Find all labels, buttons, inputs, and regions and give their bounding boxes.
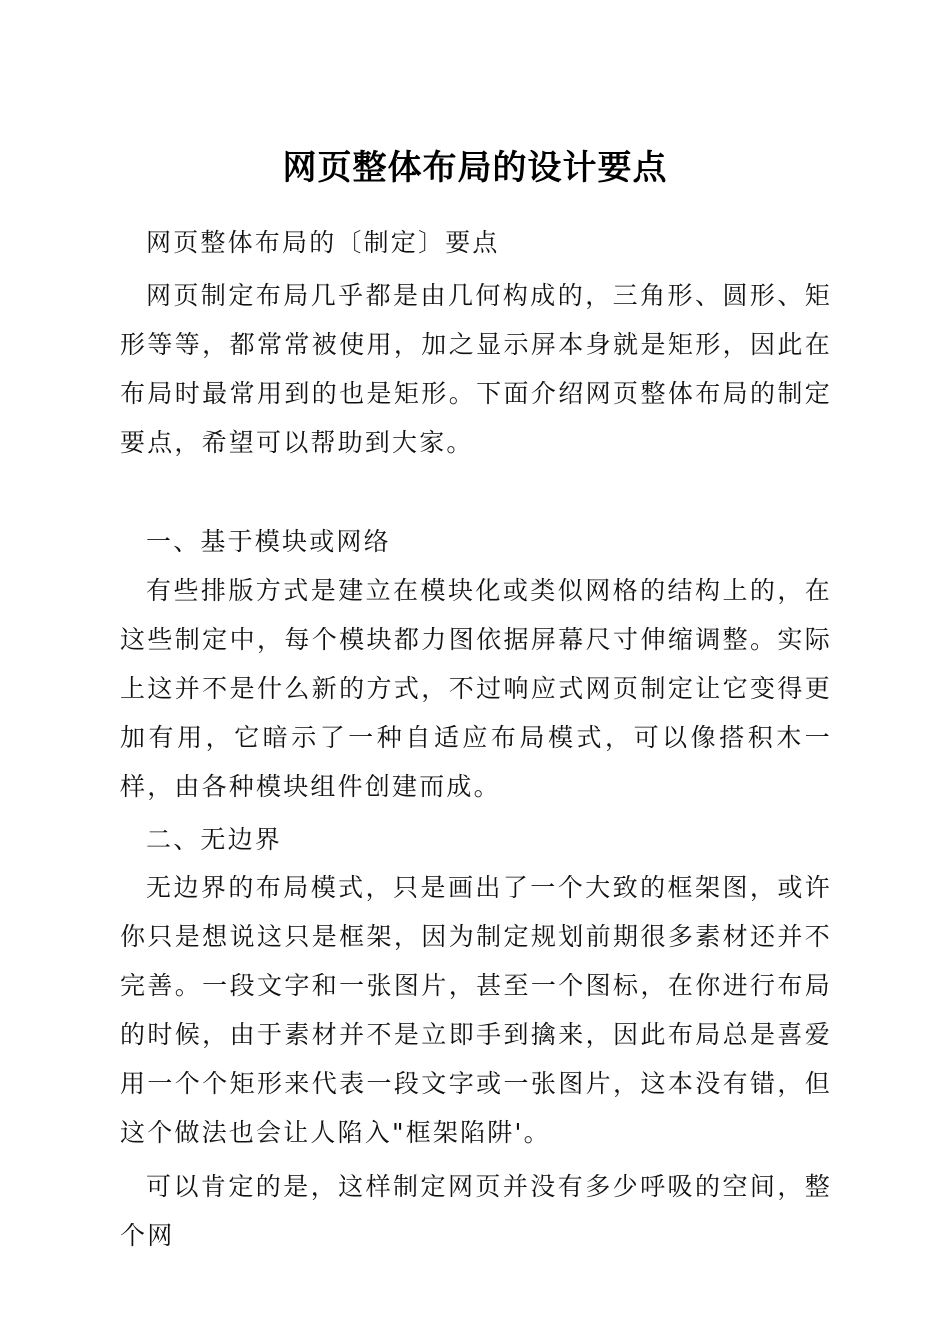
closing-paragraph: 可以肯定的是，这样制定网页并没有多少呼吸的空间，整个网 bbox=[120, 1172, 832, 1250]
section-heading-grid: 一、基于模块或网络 bbox=[146, 527, 391, 556]
intro-paragraph: 网页制定布局几乎都是由几何构成的，三角形、圆形、矩形等等，都常常被使用，加之显示屏本身就是矩形，因此在布局时最常用到的也是矩形。下面介绍网页整体布局的制定要点，希望可以帮助到大家。 bbox=[120, 281, 832, 457]
subtitle-paragraph: 网页整体布局的〔制定〕要点 bbox=[146, 228, 500, 257]
section-borderless-paragraph: 无边界的布局模式，只是画出了一个大致的框架图，或许你只是想说这只是框架，因为制定规划前期很多素材还并不完善。一段文字和一张图片，甚至一个图标，在你进行布局的时候，由于素材并不是立即手到擒来，因此布局总是喜爱用一个个矩形来代表一段文字或一张图片，这本没有错，但这个做法也会让人陷入"框架陷阱'。 bbox=[120, 873, 832, 1147]
section-heading-borderless: 二、无边界 bbox=[146, 825, 283, 854]
section-grid-paragraph: 有些排版方式是建立在模块化或类似网格的结构上的，在这些制定中，每个模块都力图依据屏幕尺寸伸缩调整。实际上这并不是什么新的方式，不过响应式网页制定让它变得更加有用，它暗示了一种自适应布局模式，可以像搭积木一样，由各种模块组件创建而成。 bbox=[120, 576, 832, 801]
document-title: 网页整体布局的设计要点 bbox=[282, 148, 668, 188]
